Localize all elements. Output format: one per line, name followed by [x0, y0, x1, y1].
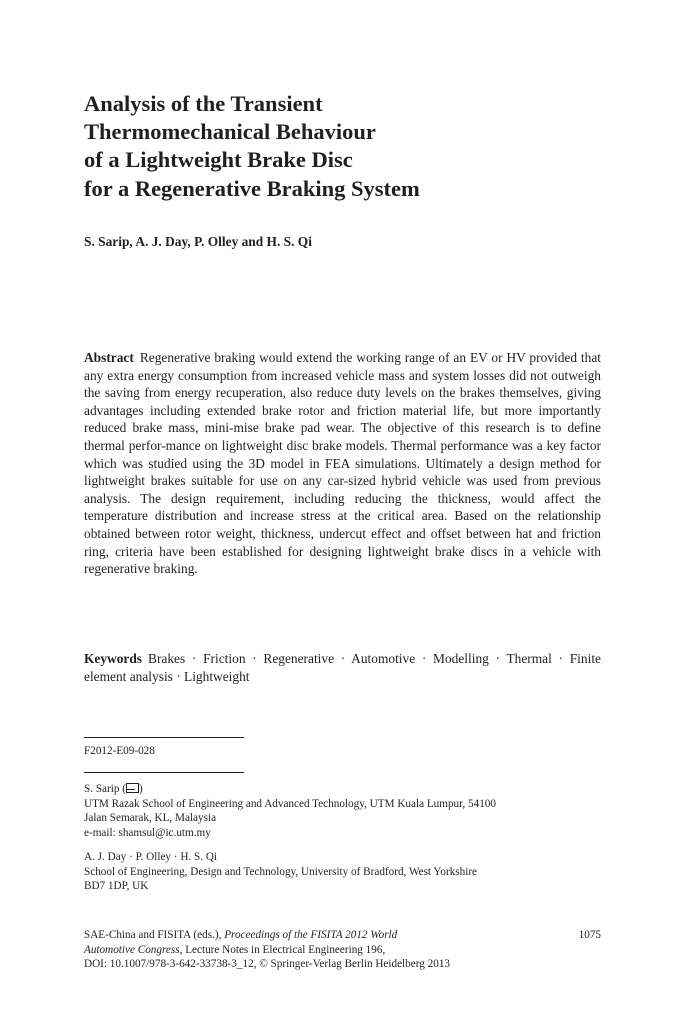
email[interactable]: e-mail: shamsul@ic.utm.my: [84, 826, 211, 839]
footnote-divider: [84, 772, 244, 773]
keywords-text: Brakes · Friction · Regenerative · Automotive · Modelling · Thermal · Finite element analysis · Lightweight: [84, 651, 601, 684]
keywords: [84, 650, 601, 685]
keywords-label: Keywords: [84, 651, 143, 666]
affiliation-line: School of Engineering, Design and Technology, University of Bradford, West Yorkshire: [84, 865, 478, 878]
author-list: S. Sarip, A. J. Day, P. Olley and H. S. Qi: [84, 234, 312, 249]
abstract-text: Regenerative braking would extend the working range of an EV or HV provided that any extra energy consumption from increased vehicle mass and system losses did not outweigh the saving from energy recuperation, also reduce duty levels on the brakes themselves, giving advantages including extended brake rotor and friction material life, but more importantly reduced brake mass, mini-mise brake pad wear. The objective of this research is to define thermal perfor-mance on lightweight disc brake models. Thermal performance was a key factor which was studied using the 3D model in FEA simulations. Ultimately a design method for lightweight brakes suitable for use on any car-sized hybrid vehicle was used from previous analysis. The design requirement, including reducing the thickness, would affect the temperature distribution and increase stress at the critical area. Based on the relationship obtained between rotor weight, thickness, undercut effect and offset between hat and friction ring, criteria have been established for designing lightweight brake discs in a vehicle with regenerative braking.: [84, 350, 601, 577]
corresponding-author: S. Sarip ( ): [84, 783, 143, 795]
affiliation-line: UTM Razak School of Engineering and Advanced Technology, UTM Kuala Lumpur, 54100: [84, 797, 496, 810]
title-line: Thermomechanical Behaviour: [84, 119, 376, 145]
doi-line: DOI: 10.1007/978-3-642-33738-3_12, © Springer-Verlag Berlin Heidelberg 2013: [84, 958, 451, 971]
coauthors: A. J. Day · P. Olley · H. S. Qi: [84, 851, 218, 863]
title-line: of a Lightweight Brake Disc: [84, 147, 353, 173]
page-number: 1075: [578, 929, 601, 941]
paper-code: F2012-E09-028: [84, 745, 155, 757]
affiliation-secondary: [84, 850, 477, 894]
title-line: for a Regenerative Braking System: [84, 175, 420, 201]
affiliation-primary: [84, 782, 496, 840]
affiliation-line: Jalan Semarak, KL, Malaysia: [84, 812, 217, 825]
title-line: Analysis of the Transient: [84, 91, 323, 116]
abstract: [84, 349, 601, 578]
paper-title: [84, 90, 604, 203]
citation-line-2: Automotive Congress, Lecture Notes in Electrical Engineering 196,: [84, 943, 386, 956]
footnote-divider: [84, 737, 244, 738]
envelope-icon: [126, 783, 139, 793]
abstract-label: Abstract: [84, 350, 134, 365]
citation-line-1: SAE-China and FISITA (eds.), Proceedings of the FISITA 2012 World: [84, 929, 398, 941]
citation-footer: [84, 928, 601, 972]
affiliation-line: BD7 1DP, UK: [84, 880, 149, 893]
